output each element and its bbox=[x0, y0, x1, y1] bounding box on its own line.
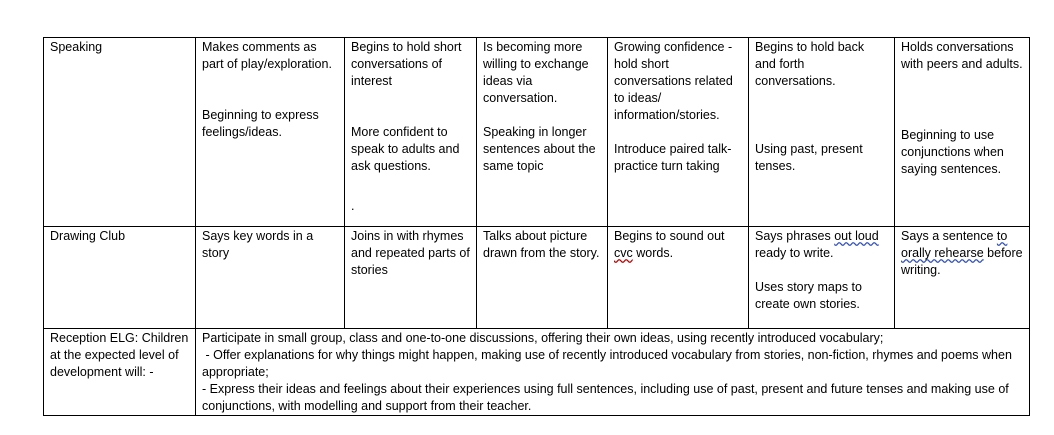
drawing-cell-5 bbox=[749, 227, 895, 329]
speaking-cell-5 bbox=[749, 38, 895, 227]
speaking-cell-2 bbox=[345, 38, 477, 227]
speaking-cell-5-b: Using past, present tenses. bbox=[755, 142, 863, 173]
speaking-cell-3-b: Speaking in longer sentences about the same topic bbox=[483, 125, 596, 173]
elg-line-2: - Offer explanations for why things might happen, making use of recently introduced vocabulary from stories, non-fiction, rhymes and poems when appropriate; bbox=[202, 348, 1016, 379]
drawing-cell-5-b: Uses story maps to create own stories. bbox=[755, 280, 862, 311]
speaking-cell-4-b: Introduce paired talk- practice turn taking bbox=[614, 142, 732, 173]
row-label-elg: Reception ELG: Children at the expected level of development will: - bbox=[44, 329, 196, 416]
drawing-club-row bbox=[44, 227, 1030, 329]
speaking-cell-1 bbox=[196, 38, 345, 227]
speaking-cell-3 bbox=[477, 38, 608, 227]
drawing-cell-5-a: Says phrases out loud ready to write. bbox=[755, 229, 879, 260]
progression-table bbox=[43, 37, 1030, 416]
speaking-cell-2-b: More confident to speak to adults and ask questions. bbox=[351, 125, 460, 173]
spellcheck-word-cvc: cvc bbox=[614, 246, 633, 260]
drawing-cell-2-a: Joins in with rhymes and repeated parts of stories bbox=[351, 229, 470, 277]
elg-line-1: Participate in small group, class and one-to-one discussions, offering their own ideas, using recently introduced vocabulary; bbox=[202, 331, 884, 345]
drawing-cell-1 bbox=[196, 227, 345, 329]
grammar-flag-orally-rehearse: to orally rehearse bbox=[901, 229, 1008, 260]
row-label-drawing-club: Drawing Club bbox=[44, 227, 196, 329]
speaking-cell-6-b: Beginning to use conjunctions when saying sentences. bbox=[901, 128, 1004, 176]
row-label-speaking: Speaking bbox=[44, 38, 196, 227]
speaking-cell-2-dot: . bbox=[351, 199, 355, 213]
speaking-cell-6 bbox=[895, 38, 1030, 227]
speaking-cell-5-a: Begins to hold back and forth conversations. bbox=[755, 40, 865, 88]
speaking-cell-3-a: Is becoming more willing to exchange ideas via conversation. bbox=[483, 40, 589, 105]
elg-description bbox=[196, 329, 1030, 416]
speaking-cell-2-a: Begins to hold short conversations of interest bbox=[351, 40, 462, 88]
drawing-cell-6-a: Says a sentence to orally rehearse before writing. bbox=[901, 229, 1023, 277]
speaking-cell-1-a: Makes comments as part of play/exploration. bbox=[202, 40, 332, 71]
drawing-cell-4-a: Begins to sound out cvc words. bbox=[614, 229, 725, 260]
drawing-cell-1-a: Says key words in a story bbox=[202, 229, 314, 260]
speaking-cell-4-a: Growing confidence - hold short conversations related to ideas/ information/stories. bbox=[614, 40, 733, 122]
speaking-cell-1-b: Beginning to express feelings/ideas. bbox=[202, 108, 319, 139]
elg-line-3: - Express their ideas and feelings about their experiences using full sentences, including use of past, present and future tenses and making use of conjunctions, with modelling and support from their teacher. bbox=[202, 382, 1009, 413]
grammar-flag-out-loud: out loud bbox=[834, 229, 879, 243]
drawing-cell-3 bbox=[477, 227, 608, 329]
elg-row bbox=[44, 329, 1030, 416]
speaking-cell-6-a: Holds conversations with peers and adults. bbox=[901, 40, 1023, 71]
speaking-row bbox=[44, 38, 1030, 227]
drawing-cell-2 bbox=[345, 227, 477, 329]
speaking-cell-4 bbox=[608, 38, 749, 227]
drawing-cell-4 bbox=[608, 227, 749, 329]
drawing-cell-6 bbox=[895, 227, 1030, 329]
drawing-cell-3-a: Talks about picture drawn from the story. bbox=[483, 229, 600, 260]
